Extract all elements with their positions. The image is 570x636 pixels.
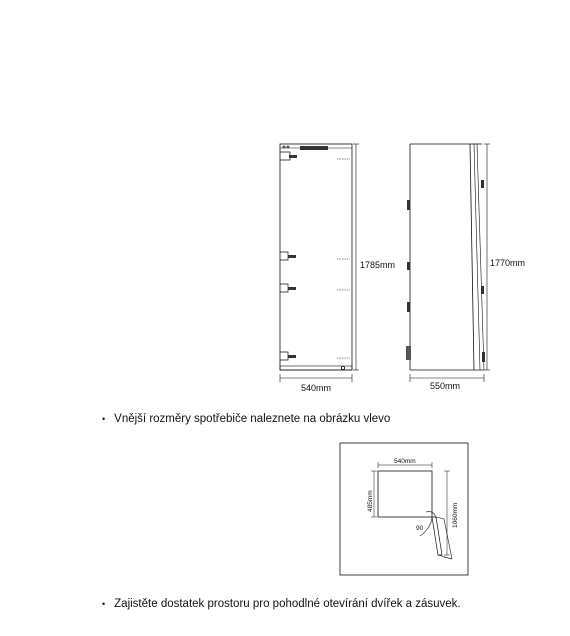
bullet-text: Zajistěte dostatek prostoru pro pohodlné otevírání dvířek a zásuvek. xyxy=(114,598,461,610)
bullet-item-clearance xyxy=(102,598,461,610)
bullet-item-dimensions xyxy=(102,413,390,425)
front-width-label: 540mm xyxy=(301,383,332,393)
side-depth-label: 550mm xyxy=(430,381,461,391)
door-angle-label: 90 xyxy=(416,525,424,532)
bullet-text: Vnější rozměry spotřebiče naleznete na obrázku vlevo xyxy=(114,413,391,425)
door-depth-label: 485mm xyxy=(367,490,374,512)
bullet-dot: • xyxy=(102,414,106,424)
door-height-label: 1060mm xyxy=(452,502,459,528)
side-height-label: 1770mm xyxy=(490,258,526,268)
side-view-diagram xyxy=(406,144,490,382)
door-width-label: 540mm xyxy=(394,458,416,465)
front-view-diagram xyxy=(280,144,359,382)
front-height-label: 1785mm xyxy=(360,260,396,270)
bullet-dot: • xyxy=(102,599,106,609)
